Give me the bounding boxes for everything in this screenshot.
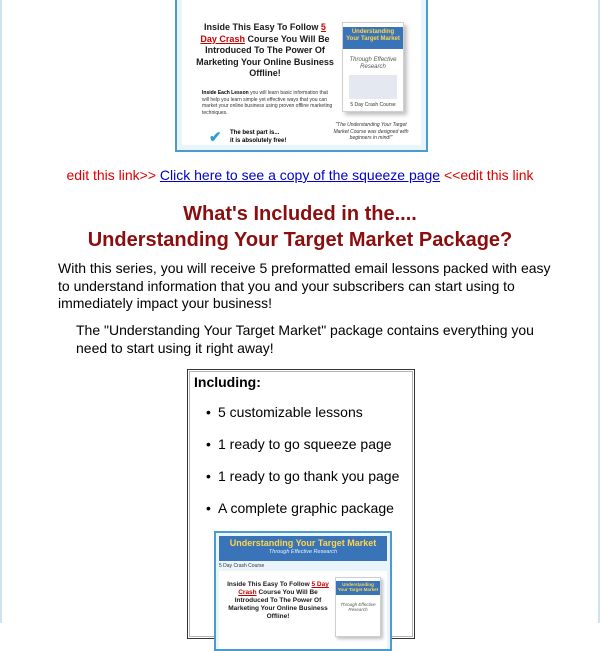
- ebook-cover-subtitle: Through Effective Research: [349, 57, 397, 70]
- squeeze-page-link[interactable]: Click here to see a copy of the squeeze page: [159, 167, 441, 183]
- ebook-cover-graphic: [349, 75, 397, 99]
- preview-headline-part1: Inside This Easy To Follow: [204, 22, 319, 32]
- preview-best-part-line2: it is absolutely free!: [230, 138, 287, 144]
- ebook-cover-footer: 5 Day Crash Course: [350, 102, 396, 108]
- edit-link-suffix: <<edit this link: [443, 167, 534, 183]
- bullet-icon: •: [206, 404, 211, 420]
- ebook-cover-image: [342, 22, 404, 112]
- preview-canvas: [182, 0, 421, 145]
- package-paragraph: The "Understanding Your Target Market" package contains everything you need to start using it right away!: [76, 322, 534, 356]
- preview-headline-highlight: 5 Day Crash: [200, 22, 326, 44]
- list-item: [206, 404, 363, 420]
- checkmark-icon: ✔: [209, 129, 222, 146]
- edit-link-prefix: edit this link>>: [66, 167, 157, 183]
- preview-headline-part2: Course You Will Be Introduced To The Power Of Marketing Your Online Business Offline!: [196, 33, 334, 78]
- preview-body-text: [202, 90, 334, 116]
- bullet-icon: •: [206, 500, 211, 516]
- preview-best-part: [230, 129, 286, 145]
- preview-headline: [196, 22, 334, 80]
- preview-bottom-headline: [227, 581, 329, 621]
- preview-banner: [219, 536, 387, 561]
- list-item: [206, 468, 399, 484]
- graphic-package-preview-image: [214, 531, 392, 651]
- ebook-cover-title: Understanding Your Target Market: [337, 582, 379, 592]
- list-item-text: 1 ready to go squeeze page: [218, 436, 392, 452]
- list-item-text: 1 ready to go thank you page: [218, 468, 400, 484]
- list-item-text: 5 customizable lessons: [218, 404, 363, 420]
- section-heading-line1: What's Included in the....: [183, 203, 417, 225]
- preview-banner-subtitle: Through Effective Research: [268, 549, 338, 555]
- preview-bottom-headline-part1: Inside This Easy To Follow: [227, 581, 310, 588]
- bullet-icon: •: [206, 436, 211, 452]
- preview-body-copy: you will learn basic information that will help you learn simple yet effective ways that you can market your online business using proven offline marketing techniques.: [202, 90, 333, 116]
- squeeze-page-preview-image: [175, 0, 428, 152]
- preview-bottom-headline-highlight: 5 Day Crash: [238, 581, 329, 596]
- intro-paragraph: With this series, you will receive 5 preformatted email lessons packed with easy to understand information that you and your subscribers can start using to immediately impact your business!: [58, 260, 551, 311]
- preview-banner-title: Understanding Your Target Market: [229, 538, 377, 548]
- list-item: [206, 500, 394, 516]
- including-title: Including:: [194, 374, 261, 390]
- preview-body-lead: Inside Each Lesson: [202, 90, 249, 96]
- preview-course-label: 5 Day Crash Course: [219, 563, 265, 569]
- preview-bottom-headline-part2: Course You Will Be Introduced To The Power Of Marketing Your Online Business Offline!: [228, 589, 328, 620]
- bullet-icon: •: [206, 468, 211, 484]
- list-item-text: A complete graphic package: [218, 500, 394, 516]
- ebook-cover-title: Understanding Your Target Market: [346, 29, 400, 42]
- including-box-inner: [189, 371, 413, 637]
- section-heading: [0, 201, 600, 253]
- squeeze-page-link-line: [0, 167, 600, 183]
- preview-bottom-canvas: [219, 571, 387, 649]
- preview-quote: "The Understanding Your Target Market Course was designed with beginners in mind!": [333, 122, 409, 141]
- section-heading-line2: Understanding Your Target Market Package?: [87, 229, 513, 251]
- page-left-border: [0, 0, 2, 623]
- ebook-cover-subtitle: Through Effective Research: [340, 602, 376, 612]
- list-item: [206, 436, 392, 452]
- preview-best-part-line1: The best part is...: [230, 130, 280, 136]
- ebook-cover-image-small: [335, 577, 381, 637]
- including-box: [187, 369, 415, 639]
